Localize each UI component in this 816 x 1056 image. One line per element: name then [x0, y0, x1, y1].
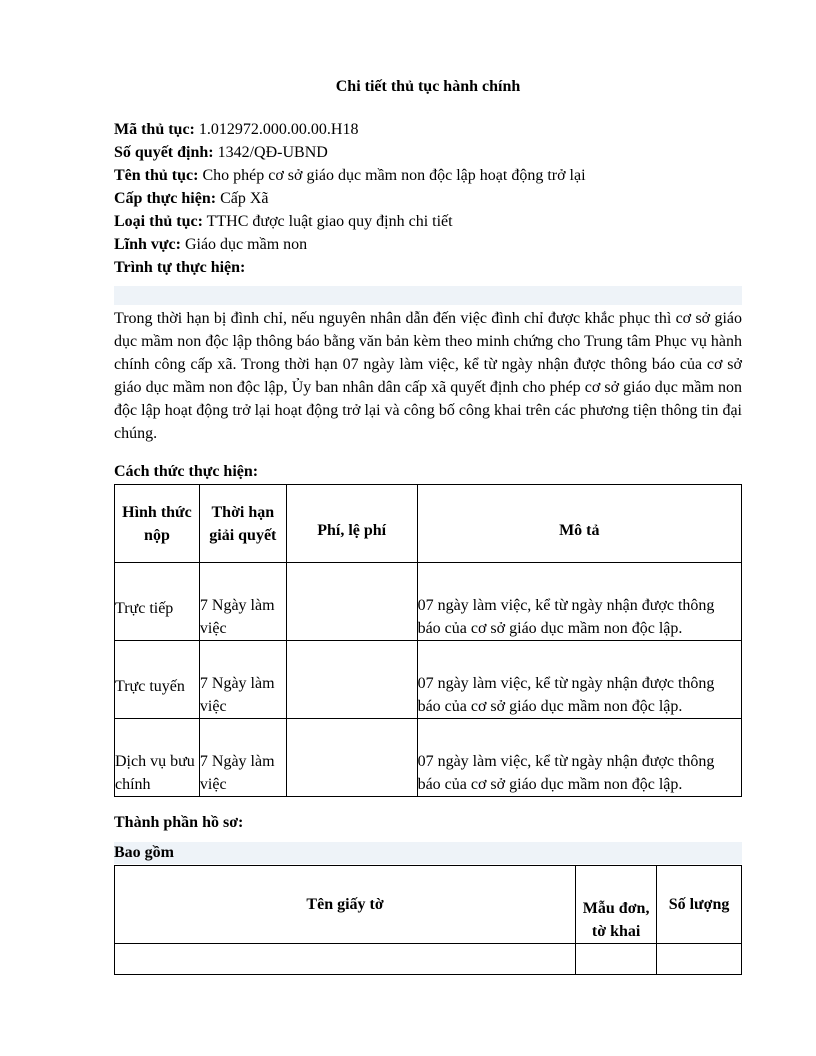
- cell-quantity: [657, 944, 742, 975]
- procedure-info: [114, 118, 742, 279]
- field-value: Cấp Xã: [220, 190, 269, 207]
- field-label: Loại thủ tục:: [114, 213, 203, 230]
- cell-description: 07 ngày làm việc, kể từ ngày nhận được thông báo của cơ sở giáo dục mầm non độc lập.: [417, 719, 741, 797]
- field-label: Mã thủ tục:: [114, 121, 195, 138]
- table-header-row: [115, 866, 742, 944]
- cell-fee: [286, 641, 417, 719]
- table-header-row: [115, 485, 742, 563]
- documents-table: [114, 865, 742, 975]
- cell-duration: 7 Ngày làm việc: [199, 719, 286, 797]
- cell-method: Trực tiếp: [115, 563, 200, 641]
- methods-table: [114, 484, 742, 797]
- table-row: [115, 719, 742, 797]
- cell-method: Trực tuyến: [115, 641, 200, 719]
- column-header: Thời hạn giải quyết: [199, 485, 286, 563]
- cell-duration: 7 Ngày làm việc: [199, 641, 286, 719]
- field-procedure-name: [114, 164, 742, 187]
- field-level: [114, 187, 742, 210]
- includes-bar: [114, 842, 742, 864]
- cell-method: Dịch vụ bưu chính: [115, 719, 200, 797]
- field-value: Giáo dục mầm non: [184, 236, 308, 253]
- field-value: TTHC được luật giao quy định chi tiết: [206, 213, 453, 230]
- column-header: Tên giấy tờ: [115, 866, 576, 944]
- cell-document-name: [115, 944, 576, 975]
- cell-description: 07 ngày làm việc, kể từ ngày nhận được thông báo của cơ sở giáo dục mầm non độc lập.: [417, 563, 741, 641]
- field-value: 1342/QĐ-UBND: [217, 144, 328, 161]
- field-domain: [114, 233, 742, 256]
- includes-label: Bao gồm: [114, 844, 174, 861]
- field-procedure-type: [114, 210, 742, 233]
- dossier-heading: Thành phần hồ sơ:: [114, 814, 244, 831]
- cell-duration: 7 Ngày làm việc: [199, 563, 286, 641]
- cell-form: [576, 944, 657, 975]
- field-value: 1.012972.000.00.00.H18: [198, 121, 359, 138]
- procedure-text: Trong thời hạn bị đình chỉ, nếu nguyên nhân dẫn đến việc đình chỉ được khắc phục thì cơ sở giáo dục mầm non độc lập thông báo bằng văn bản kèm theo minh chứng cho Trung tâm Phục vụ hành chính công cấp xã. Trong thời hạn 07 ngày làm việc, kể từ ngày nhận được thông báo của cơ sở giáo dục mầm non độc lập, Ủy ban nhân dân cấp xã quyết định cho phép cơ sở giáo dục mầm non độc lập hoạt động trở lại hoạt động trở lại và công bố công khai trên các phương tiện thông tin đại chúng.: [114, 310, 742, 442]
- field-value: Cho phép cơ sở giáo dục mầm non độc lập hoạt động trở lại: [202, 167, 586, 184]
- column-header: Mẫu đơn, tờ khai: [576, 866, 657, 944]
- cell-description: 07 ngày làm việc, kể từ ngày nhận được thông báo của cơ sở giáo dục mầm non độc lập.: [417, 641, 741, 719]
- column-header: Mô tả: [417, 485, 741, 563]
- column-header: Hình thức nộp: [115, 485, 200, 563]
- field-procedure-code: [114, 118, 742, 141]
- column-header: Số lượng: [657, 866, 742, 944]
- field-label: Cấp thực hiện:: [114, 190, 217, 207]
- cell-fee: [286, 563, 417, 641]
- methods-heading: Cách thức thực hiện:: [114, 463, 259, 480]
- field-decision-number: [114, 141, 742, 164]
- page-title: Chi tiết thủ tục hành chính: [335, 78, 521, 95]
- field-label: Tên thủ tục:: [114, 167, 199, 184]
- table-row: [115, 641, 742, 719]
- table-row: [115, 944, 742, 975]
- shaded-bar: [114, 286, 742, 305]
- field-label: Lĩnh vực:: [114, 236, 181, 253]
- column-header: Phí, lệ phí: [286, 485, 417, 563]
- procedure-heading: Trình tự thực hiện:: [114, 259, 246, 276]
- cell-fee: [286, 719, 417, 797]
- field-label: Số quyết định:: [114, 144, 214, 161]
- table-row: [115, 563, 742, 641]
